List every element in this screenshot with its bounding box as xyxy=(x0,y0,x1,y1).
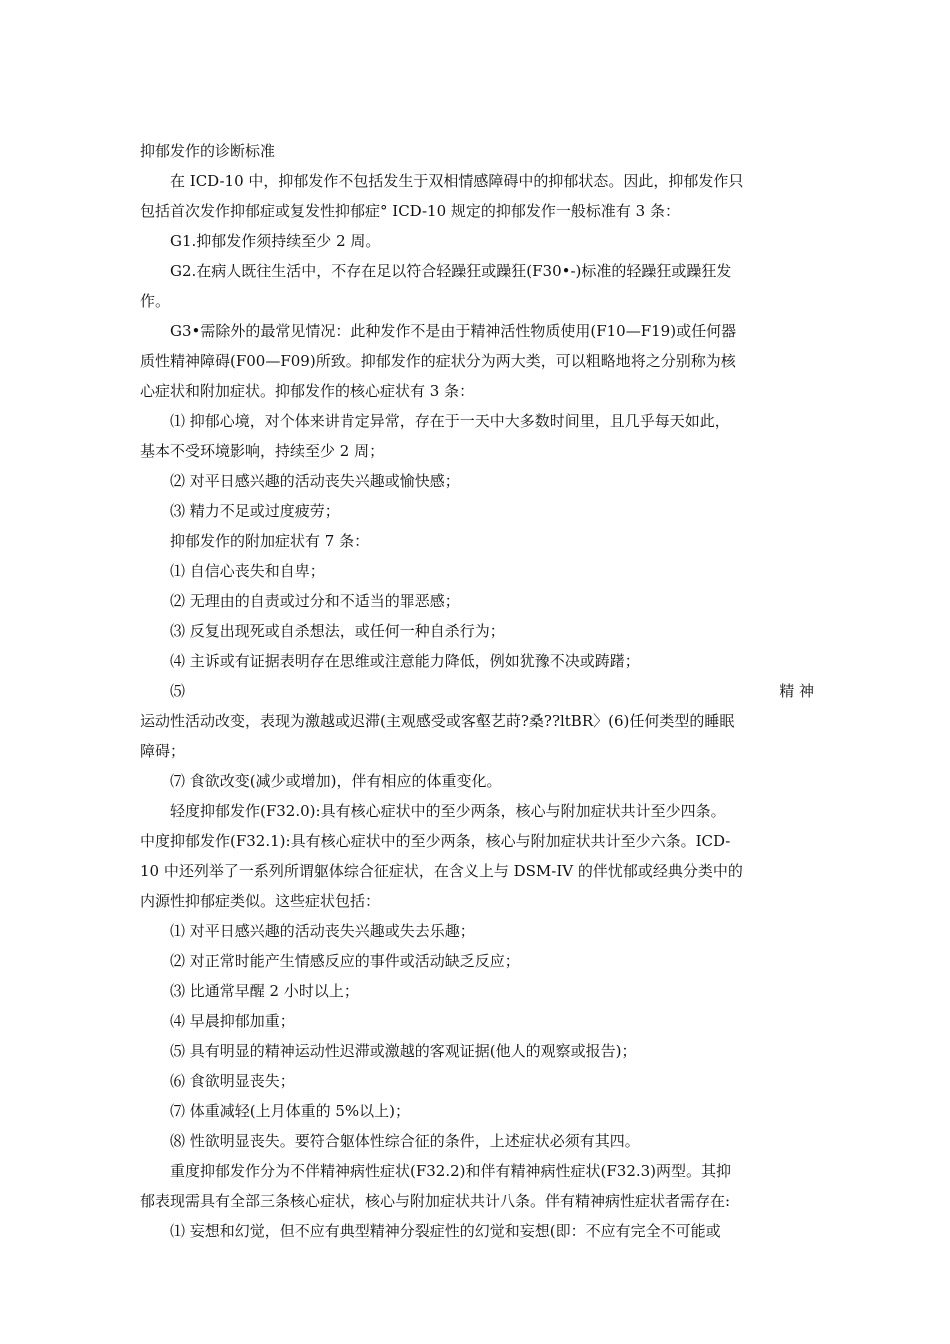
document-line: 重度抑郁发作分为不伴精神病性症状(F32.2)和伴有精神病性症状(F32.3)两型。其抑 xyxy=(170,1162,732,1180)
document-body xyxy=(140,166,816,1246)
document-line: ⑶ 反复出现死或自杀想法，或任何一种自杀行为； xyxy=(170,622,505,640)
document-line: 运动性活动改变，表现为激越或迟滞(主观感受或客壑艺莳?桑??ltBR〉(6)任何类型的睡眠 xyxy=(140,712,735,730)
document-line: ⑶ 比通常早醒 2 小时以上； xyxy=(170,982,359,1000)
document-line: ⑶ 精力不足或过度疲劳； xyxy=(170,502,340,520)
document-title: 抑郁发作的诊断标准 xyxy=(140,142,276,160)
document-line: ⑵ 无理由的自责或过分和不适当的罪恶感； xyxy=(170,592,460,610)
document-line: ⑷ 主诉或有证据表明存在思维或注意能力降低，例如犹豫不决或踌躇； xyxy=(170,652,640,670)
document-line: ⑷ 早晨抑郁加重； xyxy=(170,1012,295,1030)
document-line: ⑸ 具有明显的精神运动性迟滞或激越的客观证据(他人的观察或报告)； xyxy=(170,1042,637,1060)
document-line: ⑴ 自信心丧失和自卑； xyxy=(170,562,325,580)
document-line: ⑴ 抑郁心境，对个体来讲肯定异常，存在于一天中大多数时间里，且几乎每天如此， xyxy=(170,412,730,430)
document-line: 10 中还列举了一系列所谓躯体综合征症状，在含义上与 DSM-IV 的伴忧郁或经典分类中的 xyxy=(140,862,743,880)
document-line: G3•需除外的最常见情况：此种发作不是由于精神活性物质使用(F10—F19)或任何器 xyxy=(170,322,737,340)
line-left-text: ⑸ xyxy=(170,682,186,700)
document-line: 内源性抑郁症类似。这些症状包括： xyxy=(140,892,381,910)
line-right-text: 精 神 xyxy=(779,682,814,700)
document-line: G1.抑郁发作须持续至少 2 周。 xyxy=(170,232,381,250)
document-line: 作。 xyxy=(140,292,171,310)
document-line: ⑺ 体重减轻(上月体重的 5%以上)； xyxy=(170,1102,411,1120)
document-line: 郁表现需具有全部三条核心症状，核心与附加症状共计八条。伴有精神病性症状者需存在: xyxy=(140,1192,731,1210)
document-line: 中度抑郁发作(F32.1):具有核心症状中的至少两条，核心与附加症状共计至少六条。ICD- xyxy=(140,832,731,850)
document-line: 包括首次发作抑郁症或复发性抑郁症° ICD-10 规定的抑郁发作一般标准有 3 条： xyxy=(140,202,680,220)
document-line: ⑵ 对正常时能产生情感反应的事件或活动缺乏反应； xyxy=(170,952,520,970)
document-line: 基本不受环境影响，持续至少 2 周； xyxy=(140,442,385,460)
document-line: 心症状和附加症状。抑郁发作的核心症状有 3 条： xyxy=(140,382,475,400)
document-line: ⑴ 对平日感兴趣的活动丧失兴趣或失去乐趣； xyxy=(170,922,475,940)
document-line-split xyxy=(140,676,816,706)
document-line: 在 ICD-10 中，抑郁发作不包括发生于双相情感障碍中的抑郁状态。因此，抑郁发作只 xyxy=(170,172,744,190)
document-line: 障碍； xyxy=(140,742,186,760)
document-line: ⑹ 食欲明显丧失； xyxy=(170,1072,295,1090)
document-line: 质性精神障碍(F00—F09)所致。抑郁发作的症状分为两大类，可以粗略地将之分别称为核 xyxy=(140,352,736,370)
document-line: ⑵ 对平日感兴趣的活动丧失兴趣或愉快感； xyxy=(170,472,460,490)
document-line: ⑺ 食欲改变(减少或增加)，伴有相应的体重变化。 xyxy=(170,772,502,790)
document-page xyxy=(140,136,816,1246)
document-line: 抑郁发作的附加症状有 7 条： xyxy=(170,532,370,550)
document-line: G2.在病人既往生活中，不存在足以符合轻躁狂或躁狂(F30•-)标准的轻躁狂或躁狂发 xyxy=(170,262,732,280)
document-line: 轻度抑郁发作(F32.0):具有核心症状中的至少两条，核心与附加症状共计至少四条。 xyxy=(170,802,726,820)
document-line: ⑴ 妄想和幻觉，但不应有典型精神分裂症性的幻觉和妄想(即：不应有完全不可能或 xyxy=(170,1222,721,1240)
document-line: ⑻ 性欲明显丧失。要符合躯体性综合征的条件，上述症状必须有其四。 xyxy=(170,1132,640,1150)
